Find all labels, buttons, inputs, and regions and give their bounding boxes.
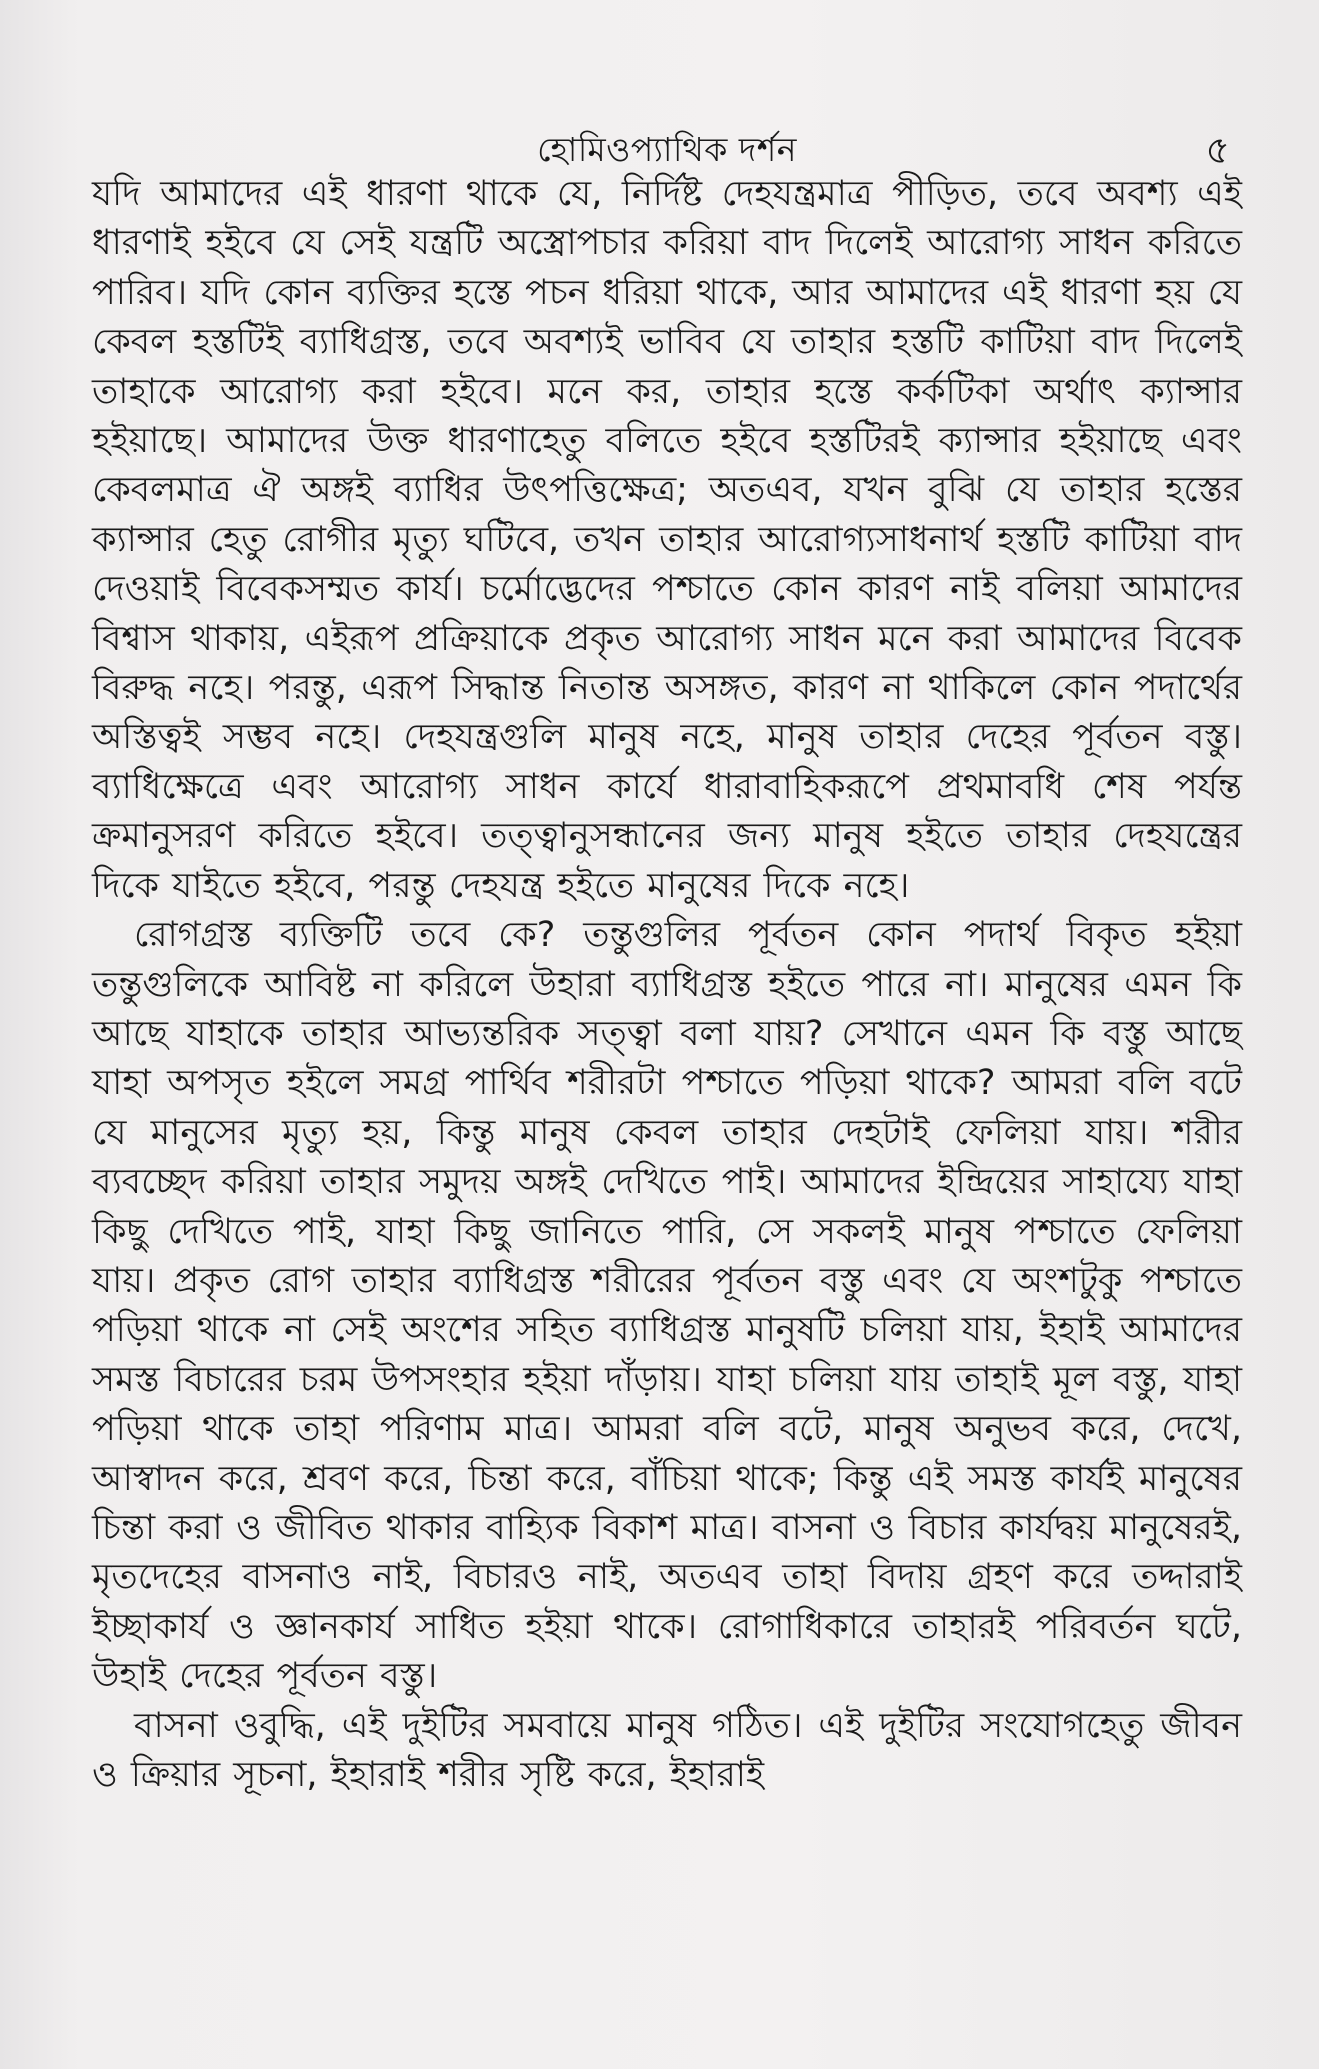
page-number: ৫: [1205, 128, 1230, 172]
paragraph-2: রোগগ্রস্ত ব্যক্তিটি তবে কে? তন্তুগুলির পূর্বতন কোন পদার্থ বিকৃত হইয়া তন্তুগুলিকে আবিষ্ট না করিলে উহারা ব্যাধিগ্রস্ত হইতে পারে না। মানুষের এমন কি আছে যাহাকে তাহার আভ্যন্তরিক সত্ত্বা বলা যায়? সেখানে এমন কি বস্তু আছে যাহা অপসৃত হইলে সমগ্র পার্থিব শরীরটা পশ্চাতে পড়িয়া থাকে? আমরা বলি বটে যে মানুসের মৃত্যু হয়, কিন্তু মানুষ কেবল তাহার দেহটাই ফেলিয়া যায়। শরীর ব্যবচ্ছেদ করিয়া তাহার সমুদয় অঙ্গই দেখিতে পাই। আমাদের ইন্দ্রিয়ের সাহায্যে যাহা কিছু দেখিতে পাই, যাহা কিছু জানিতে পারি, সে সকলই মানুষ পশ্চাতে ফেলিয়া যায়। প্রকৃত রোগ তাহার ব্যাধিগ্রস্ত শরীরের পূর্বতন বস্তু এবং যে অংশটুকু পশ্চাতে পড়িয়া থাকে না সেই অংশের সহিত ব্যাধিগ্রস্ত মানুষটি চলিয়া যায়, ইহাই আমাদের সমস্ত বিচারের চরম উপসংহার হইয়া দাঁড়ায়। যাহা চলিয়া যায় তাহাই মূল বস্তু, যাহা পড়িয়া থাকে তাহা পরিণাম মাত্র। আমরা বলি বটে, মানুষ অনুভব করে, দেখে, আস্বাদন করে, শ্রবণ করে, চিন্তা করে, বাঁচিয়া থাকে; কিন্তু এই সমস্ত কার্যই মানুষের চিন্তা করা ও জীবিত থাকার বাহ্যিক বিকাশ মাত্র। বাসনা ও বিচার কার্যদ্বয় মানুষেরই, মৃতদেহের বাসনাও নাই, বিচারও নাই, অতএব তাহা বিদায় গ্রহণ করে তদ্দারাই ইচ্ছাকার্য ও জ্ঞানকার্য সাধিত হইয়া থাকে। রোগাধিকারে তাহারই পরিবর্তন ঘটে, উহাই দেহের পূর্বতন বস্তু।: [92, 915, 1242, 1697]
paragraph-1: যদি আমাদের এই ধারণা থাকে যে, নির্দিষ্ট দেহযন্ত্রমাত্র পীড়িত, তবে অবশ্য এই ধারণাই হইবে যে সেই যন্ত্রটি অস্ত্রোপচার করিয়া বাদ দিলেই আরোগ্য সাধন করিতে পারিব। যদি কোন ব্যক্তির হস্তে পচন ধরিয়া থাকে, আর আমাদের এই ধারণা হয় যে কেবল হস্তটিই ব্যাধিগ্রস্ত, তবে অবশ্যই ভাবিব যে তাহার হস্তটি কাটিয়া বাদ দিলেই তাহাকে আরোগ্য করা হইবে। মনে কর, তাহার হস্তে কর্কটিকা অর্থাৎ ক্যান্সার হইয়াছে। আমাদের উক্ত ধারণাহেতু বলিতে হইবে হস্তটিরই ক্যান্সার হইয়াছে এবং কেবলমাত্র ঐ অঙ্গই ব্যাধির উৎপত্তিক্ষেত্র; অতএব, যখন বুঝি যে তাহার হস্তের ক্যান্সার হেতু রোগীর মৃত্যু ঘটিবে, তখন তাহার আরোগ্যসাধনার্থ হস্তটি কাটিয়া বাদ দেওয়াই বিবেকসম্মত কার্য। চর্মোদ্ভেদের পশ্চাতে কোন কারণ নাই বলিয়া আমাদের বিশ্বাস থাকায়, এইরূপ প্রক্রিয়াকে প্রকৃত আরোগ্য সাধন মনে করা আমাদের বিবেক বিরুদ্ধ নহে। পরন্তু, এরূপ সিদ্ধান্ত নিতান্ত অসঙ্গত, কারণ না থাকিলে কোন পদার্থের অস্তিত্বই সম্ভব নহে। দেহযন্ত্রগুলি মানুষ নহে, মানুষ তাহার দেহের পূর্বতন বস্তু। ব্যাধিক্ষেত্রে এবং আরোগ্য সাধন কার্যে ধারাবাহিকরূপে প্রথমাবধি শেষ পর্যন্ত ক্রমানুসরণ করিতে হইবে। তত্ত্বানুসন্ধানের জন্য মানুষ হইতে তাহার দেহযন্ত্রের দিকে যাইতে হইবে, পরন্তু দেহযন্ত্র হইতে মানুষের দিকে নহে।: [92, 174, 1242, 906]
body-text: [92, 170, 1242, 1800]
paragraph-3: বাসনা ওবুদ্ধি, এই দুইটির সমবায়ে মানুষ গঠিত। এই দুইটির সংযোগহেতু জীবন ও ক্রিয়ার সূচনা, ইহারাই শরীর সৃষ্টি করে, ইহারাই: [92, 1705, 1242, 1795]
running-title: হোমিওপ্যাথিক দর্শন: [537, 130, 797, 169]
